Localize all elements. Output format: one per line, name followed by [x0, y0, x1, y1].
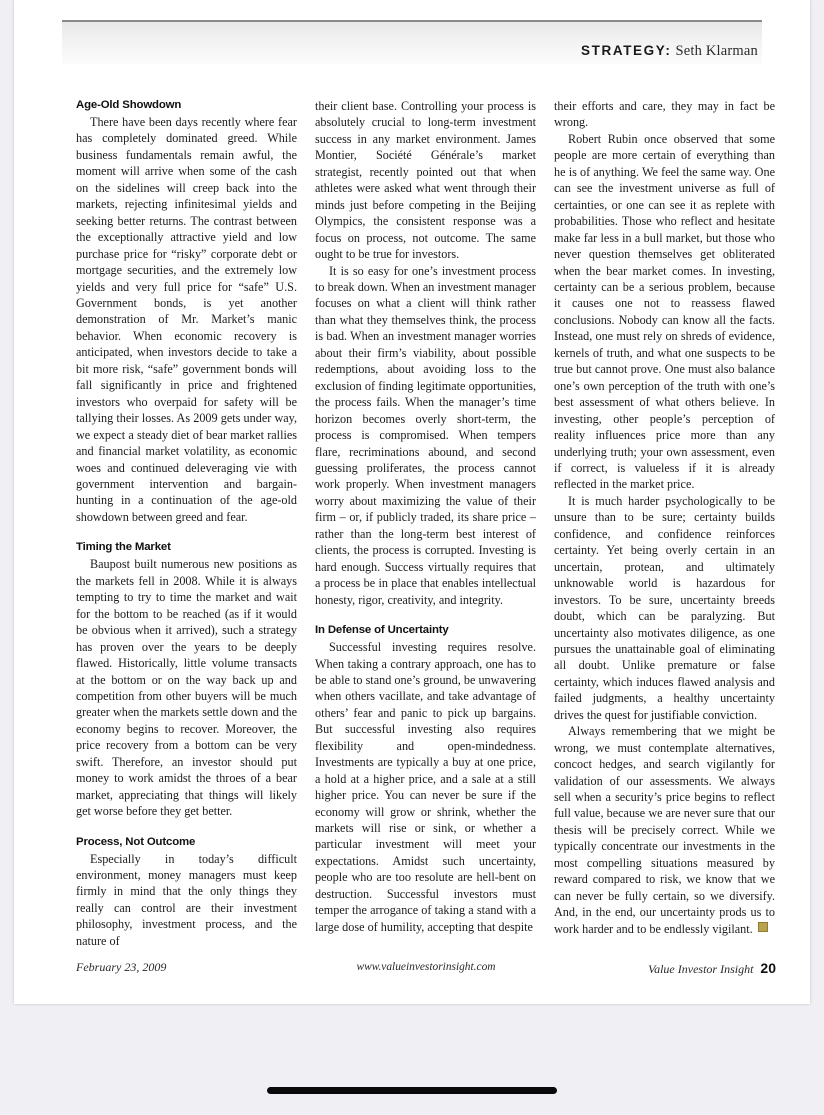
- article-columns: [76, 98, 776, 960]
- column-2: [315, 98, 536, 960]
- paragraph-humility-continued: their efforts and care, they may in fact be wrong.: [554, 99, 775, 130]
- footer-page-number: 20: [760, 960, 776, 976]
- paragraph-process-not-outcome: Especially in today’s difficult environment, money managers must keep firmly in mind that the only things they really can control are their investment philosophy, investment process, and the nature of: [76, 851, 297, 948]
- paragraph-resolve: Successful investing requires resolve. When taking a contrary approach, one has to be able to stand one’s ground, be unwavering when others vacillate, and take advantage of others’ fear and panic to pick up bargains. But successful investing also requires flexibility and open-mindedness. Investments are typically a buy at one price, a hold at a higher price, and a sale at a still higher price. You can never be sure if the economy will grow or shrink, whether the markets will rise or sink, or whether a particular investment will meet your expectations. Amidst such uncertainty, people who are too resolute are hell-bent on destruction. Successful investors must temper the arrogance of taking a stand with a large dose of humility, accepting that despite: [315, 640, 536, 934]
- paragraph-psychology-of-uncertainty: It is much harder psychologically to be unsure than to be sure; certainty builds confidence, and confidence reinforces certainty. Yet being overly certain in an uncertain, protean, and ultimately unknowable world is hazardous for investors. To be sure, uncertainty breeds doubt, which can be paralyzing. But uncertainty also motivates diligence, as one pursues the unattainable goal of eliminating all doubt. Unlike premature or false certainty, which induces flawed analysis and failed judgments, a healthy uncertainty drives the quest for justifiable conviction.: [554, 493, 775, 722]
- footer-website-url[interactable]: www.valueinvestorinsight.com: [356, 961, 496, 973]
- header-title: [581, 43, 758, 59]
- footer-publication-name: Value Investor Insight: [648, 962, 754, 976]
- paragraph-process-breakdown: It is so easy for one’s investment process to break down. When an investment manager focuses on what a client will think rather than what they themselves think, the process is bad. When an investment manager worries about their firm’s viability, about possible redemptions, about avoiding loss to the exclusion of finding legitimate opportunities, the process fails. When the manager’s time horizon becomes overly short-term, the process is compromised. When tempers flare, recriminations abound, and second guessing proliferates, the process cannot work properly. When investment managers worry about maximizing the value of their firm – or, if publicly traded, its share price – rather than the long-term best interest of clients, the process is corrupted. Investing is hard enough. Success virtually requires that a process be in place that enables intellectual honesty, rigor, creativity, and integrity.: [315, 263, 536, 607]
- section-heading-age-old-showdown: Age-Old Showdown: [76, 99, 182, 111]
- paragraph-process-continued: their client base. Controlling your process is absolutely crucial to long-term investment success in any market environment. James Montier, Société Générale’s market strategist, recently pointed out that when athletes were asked what went through their minds just before competing in the Beijing Olympics, the consistent response was a focus on process, not outcome. The same ought to be true for investors.: [315, 99, 536, 262]
- footer-date: February 23, 2009: [76, 960, 167, 974]
- page-header-band: [62, 20, 762, 64]
- section-heading-timing-the-market: Timing the Market: [76, 541, 171, 554]
- paragraph-age-old-showdown: There have been days recently where fear has completely dominated greed. While business fundamentals remain awful, the moment will arrive when some of the cash on the sidelines will creep back into the markets, rejecting infinitesimal yields and seeking better returns. The contrast between the exceptionally attractive yield and low purchase price for “risky” corporate debt or mortgage securities, and the extremely low yields and very full price for “safe” U.S. Government bonds, is yet another demonstration of Mr. Market’s manic behavior. When economic recovery is anticipated, when investors decide to take a bit more risk, “safe” government bonds will fall significantly in price and frightened investors who overpaid for safety will be tallying their losses. As 2009 gets under way, we expect a steady diet of bear market rallies and financial market volatility, as economic woes and continued deleveraging vie with government intervention and bargain-hunting in a continuation of the age-old showdown between greed and fear.: [76, 115, 297, 524]
- home-indicator[interactable]: [267, 1087, 557, 1094]
- document-page: [14, 0, 810, 1004]
- page-footer: [76, 960, 776, 984]
- header-section-label: STRATEGY:: [581, 43, 672, 58]
- column-1: [76, 98, 297, 960]
- header-author-name: Seth Klarman: [675, 43, 758, 59]
- section-heading-in-defense-of-uncertainty: In Defense of Uncertainty: [315, 624, 449, 637]
- paragraph-timing-the-market: Baupost built numerous new positions as the markets fell in 2008. While it is always tempting to try to time the market and wait for the bottom to be reached (as if it would be obvious when it arrived), such a strategy has proven over the years to be deeply flawed. Historically, little volume transacts at the bottom or on the way back up and competition from other buyers will be much greater when the markets settle down and the economy begins to recover. Moreover, the price recovery from a bottom can be very swift. Therefore, an investor should put money to work amidst the throes of a bear market, appreciating that things will likely get worse before they get better.: [76, 557, 297, 819]
- end-of-article-mark-icon: [758, 922, 768, 932]
- column-3: [554, 98, 775, 960]
- paragraph-closing: [554, 723, 775, 937]
- paragraph-closing-text: Always remembering that we might be wrong, we must contemplate alternatives, concoct hedges, and search vigilantly for validation of our assessments. We always sell when a security’s price begins to reflect full value, because we are never sure that our thesis will be precisely correct. While we typically concentrate our investments in the most compelling situations measured by reward compared to risk, we know that we can never be fully certain, so we diversify. And, in the end, our uncertainty prods us to work harder and to be endlessly vigilant.: [554, 724, 775, 936]
- section-heading-process-not-outcome: Process, Not Outcome: [76, 835, 196, 848]
- footer-publication-group: [648, 960, 776, 977]
- paragraph-robert-rubin: Robert Rubin once observed that some people are more certain of everything than he is of anything. We feel the same way. One can see the investment universe as full of certainties, or one can see it as replete with probabilities. Those who reflect and hesitate make far less in a bull market, but those who never question themselves get obliterated when the bear market comes. In investing, certainty can be a serious problem, because it causes one not to reassess flawed conclusions. Nobody can know all the facts. Instead, one must rely on shreds of evidence, kernels of truth, and what one suspects to be true but cannot prove. One must also balance one’s own perception of the truth with one’s best assessment of what others believe. In investing, other people’s perception of reality influences price more than any underlying truth; your own assessment, even if correct, is valueless if it is already reflected in the market price.: [554, 131, 775, 492]
